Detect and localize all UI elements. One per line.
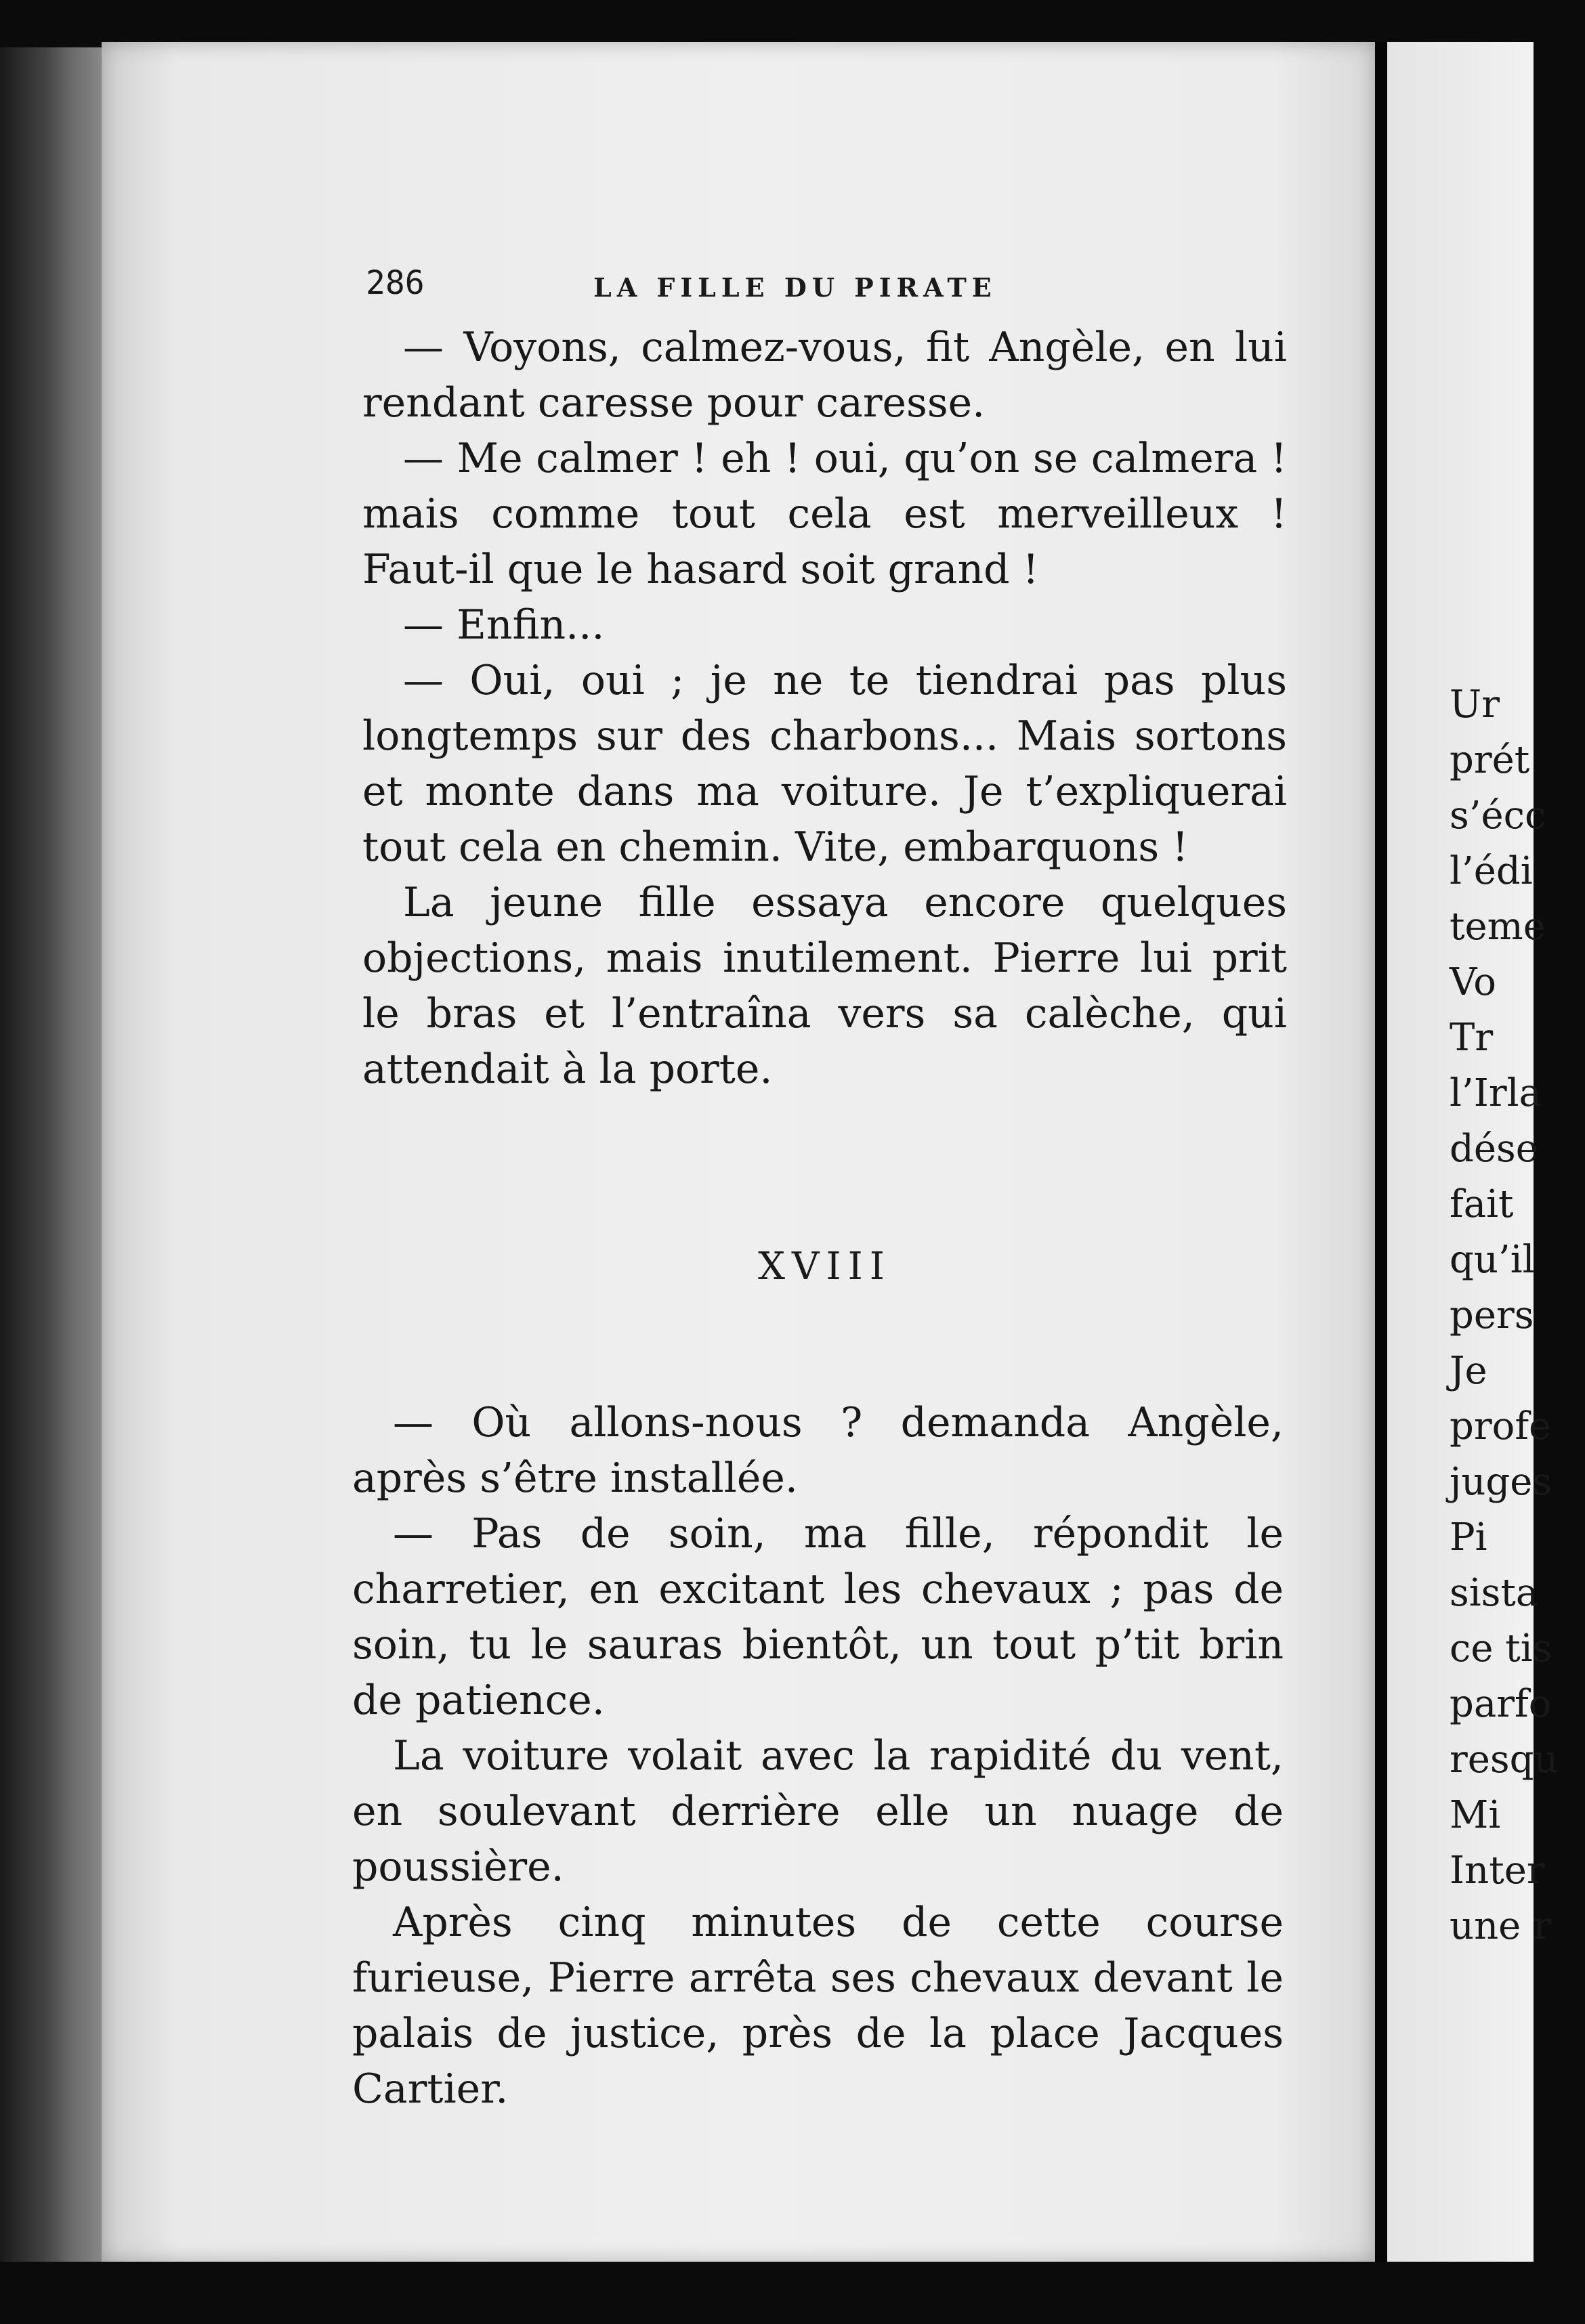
paragraph: — Oui, oui ; je ne te tiendrai pas plus longtemps sur des charbons... Mais sortons et monte dans ma voiture. Je t’expliquerai tout cela en chemin. Vite, embarquons ! [362,657,1287,871]
adjacent-page-text [1450,677,1585,1954]
fragment: Inter [1450,1849,1545,1893]
page-gutter [1375,42,1387,2262]
text-block-1 [362,320,1287,1097]
fragment: teme [1450,905,1546,949]
fragment: Pi [1450,1515,1487,1559]
paragraph: — Où allons-nous ? demanda Angèle, après s’être installée. [352,1399,1284,1502]
paragraph: La voiture volait avec la rapidité du vent, en soulevant derrière elle un nuage de poussière. [352,1732,1284,1891]
scan-bottom-border [0,2262,1534,2324]
paragraph: La jeune fille essaya encore quelques objections, mais inutilement. Pierre lui prit le bras et l’entraîna vers sa calèche, qui attendait à la porte. [362,879,1287,1093]
fragment: qu’il [1450,1238,1535,1282]
fragment: ce tis [1450,1627,1552,1671]
running-head [366,264,1287,305]
paragraph: — Me calmer ! eh ! oui, qu’on se calmera ! mais comme tout cela est merveilleux ! Faut-il que le hasard soit grand ! [362,435,1287,593]
fragment: Tr [1450,1016,1494,1060]
fragment: l’édi [1450,849,1533,893]
fragment: parfo [1450,1682,1552,1726]
fragment: l’Irla [1450,1071,1542,1115]
fragment: pers [1450,1293,1534,1337]
paragraph: — Voyons, calmez-vous, fit Angèle, en lui rendant caresse pour caresse. [362,324,1287,427]
fragment: Mi [1450,1793,1501,1837]
fragment: Ur [1450,683,1500,727]
fragment: resqu [1450,1738,1559,1782]
book-spine-edge [0,47,102,2262]
fragment: prét [1450,738,1530,782]
fragment: Vo [1450,960,1497,1004]
paragraph: Après cinq minutes de cette course furieuse, Pierre arrêta ses chevaux devant le palais de justice, près de la place Jacques Cartier. [352,1899,1284,2113]
fragment: fait [1450,1182,1514,1226]
page-number: 286 [366,264,425,302]
chapter-heading: XVIII [758,1245,891,1289]
fragment: une r [1450,1904,1551,1948]
book-title: LA FILLE DU PIRATE [593,272,997,303]
fragment: s’écc [1450,794,1546,838]
fragment: sista [1450,1571,1539,1615]
paragraph: — Enfin... [403,601,605,649]
paragraph: — Pas de soin, ma fille, répondit le charretier, en excitant les chevaux ; pas de soin, tu le sauras bientôt, un tout p’tit brin de patience. [352,1510,1284,1724]
fragment: dése [1450,1127,1538,1171]
fragment: Je [1450,1349,1487,1393]
fragment: profe [1450,1404,1552,1448]
text-block-2 [352,1395,1284,2117]
fragment: juges [1450,1460,1552,1504]
